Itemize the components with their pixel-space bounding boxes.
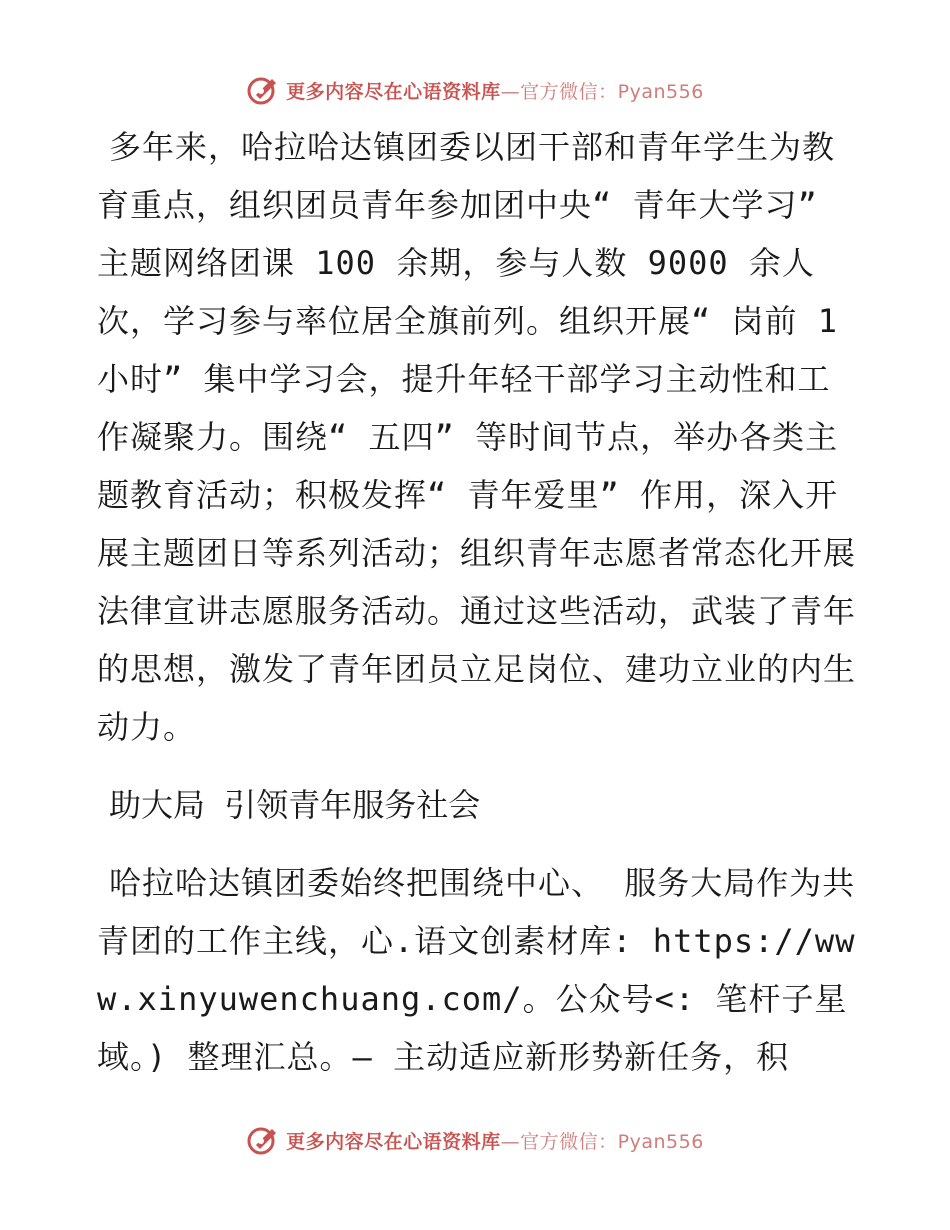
document-body <box>97 118 857 1086</box>
watermark-primary: 更多内容尽在心语资料库 <box>286 80 501 103</box>
watermark-secondary: —官方微信：Pyan556 <box>500 1130 704 1153</box>
watermark-secondary: —官方微信：Pyan556 <box>500 80 704 103</box>
watermark-primary: 更多内容尽在心语资料库 <box>286 1130 501 1153</box>
pen-circle-icon <box>246 1123 280 1157</box>
watermark-footer <box>0 1122 950 1158</box>
paragraph-1: 多年来，哈拉哈达镇团委以团干部和青年学生为教育重点，组织团员青年参加团中央“ 青年大学习” 主题网络团课 100 余期，参与人数 9000 余人次，学习参与率位居全旗前列。组织开展“ 岗前 1 小时” 集中学习会，提升年轻干部学习主动性和工作凝聚力。围绕“ 五四” 等时间节点，举办各类主题教育活动；积极发挥“ 青年爱里” 作用，深入开展主题团日等系列活动；组织青年志愿者常态化开展法律宣讲志愿服务活动。通过这些活动，武装了青年的思想，激发了青年团员立足岗位、建功立业的内生动力。 <box>97 128 859 746</box>
pen-circle-icon <box>246 73 280 107</box>
watermark-text <box>286 77 704 104</box>
paragraph-2: 哈拉哈达镇团委始终把围绕中心、 服务大局作为共青团的工作主线，心.语文创素材库: https://www.xinyuwenchuang.com/。公众号<: 笔杆子星域。) 整理汇总。— 主动适应新形势新任务，积 <box>97 864 856 1076</box>
watermark-header <box>0 72 950 108</box>
section-heading: 助大局 引领青年服务社会 <box>109 786 481 824</box>
watermark-text <box>286 1127 704 1154</box>
